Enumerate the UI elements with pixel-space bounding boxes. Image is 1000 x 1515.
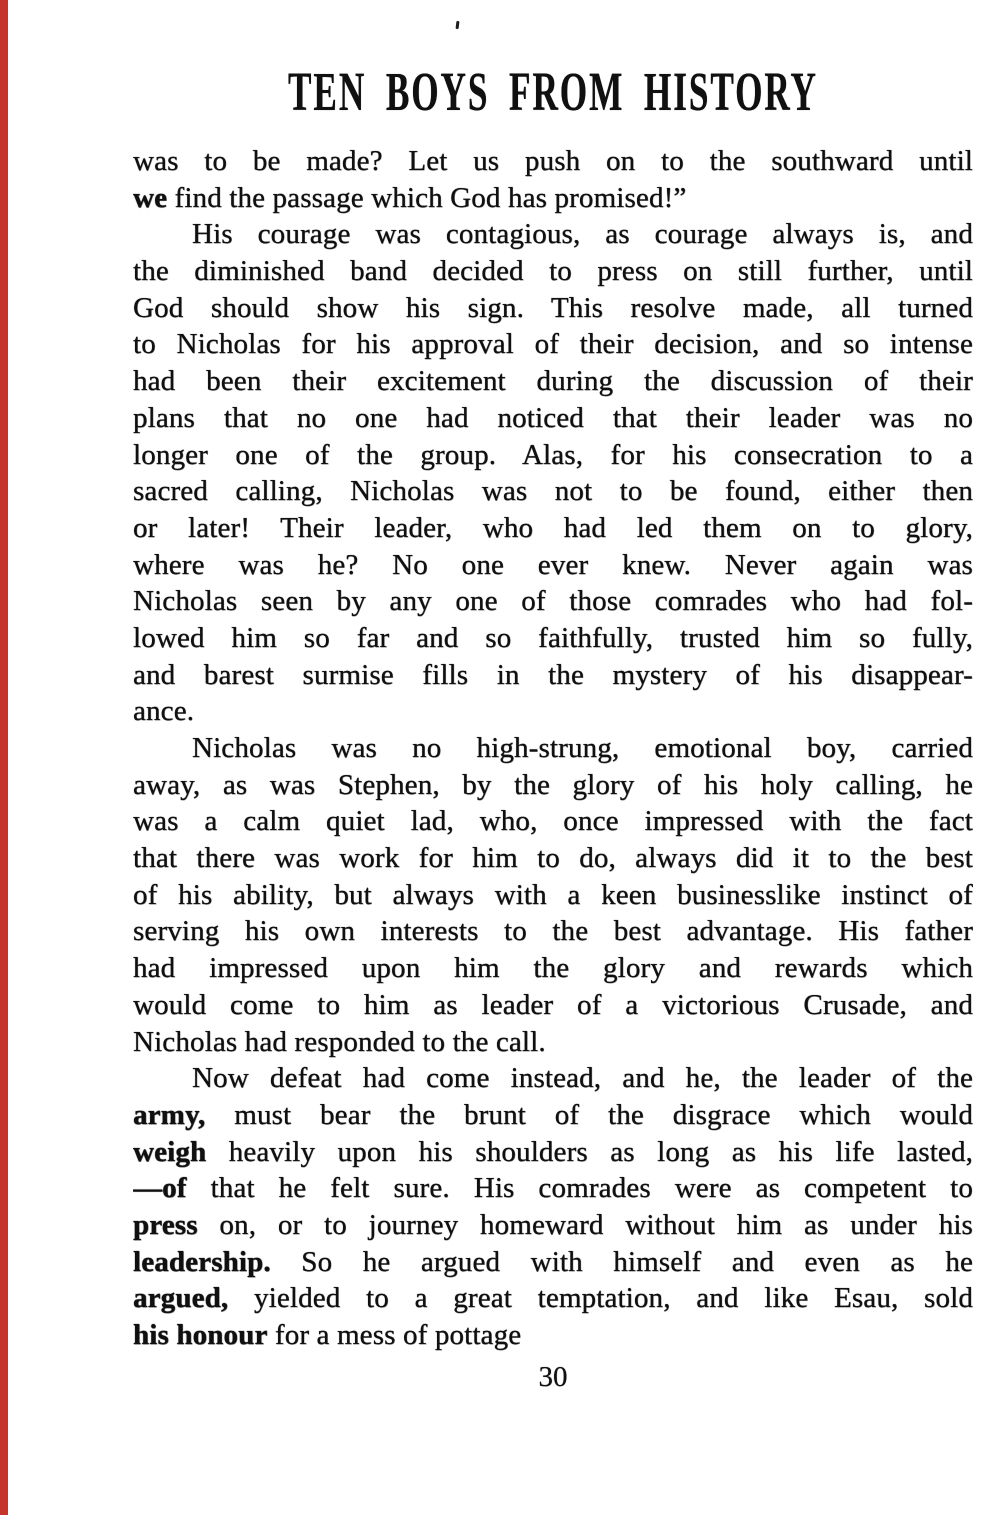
page-number: 30 bbox=[538, 1361, 568, 1393]
ink-heavy-word: press bbox=[133, 1208, 198, 1241]
text-line: longer one of the group. Alas, for his consecration to a bbox=[133, 438, 973, 471]
text-line: Nicholas had responded to the call. bbox=[133, 1025, 546, 1058]
scan-edge-stripe bbox=[0, 0, 8, 1515]
text-line: God should show his sign. This resolve made, all turned bbox=[133, 291, 973, 324]
ink-heavy-word: we bbox=[133, 181, 168, 214]
ink-heavy-word: argued, bbox=[133, 1282, 229, 1315]
text-line: to Nicholas for his approval of their decision, and so intense bbox=[133, 328, 973, 361]
text-line: Now defeat had come instead, and he, the leader of the bbox=[192, 1062, 973, 1095]
ink-heavy-word: weigh bbox=[133, 1135, 207, 1168]
text-line: was to be made? Let us push on to the southward until bbox=[133, 145, 973, 177]
text-line: leadership. So he argued with himself and even as he bbox=[133, 1245, 973, 1278]
ink-heavy-word: —of bbox=[133, 1172, 187, 1205]
text-line: had been their excitement during the discussion of their bbox=[133, 365, 973, 398]
text-line: where was he? No one ever knew. Never again was bbox=[133, 548, 973, 581]
text-line: and barest surmise fills in the mystery of his disappear- bbox=[133, 658, 973, 691]
text-line: that there was work for him to do, always did it to the best bbox=[133, 842, 973, 875]
text-line: lowed him so far and so faithfully, trusted him so fully, bbox=[133, 621, 973, 654]
text-line: His courage was contagious, as courage always is, and bbox=[192, 218, 973, 251]
scan-speck bbox=[456, 21, 460, 29]
text-line: his honour for a mess of pottage bbox=[133, 1319, 522, 1351]
text-line: was a calm quiet lad, who, once impressed with the fact bbox=[133, 805, 973, 838]
running-header bbox=[133, 60, 973, 123]
text-line: away, as was Stephen, by the glory of his holy calling, he bbox=[133, 768, 973, 801]
text-line: argued, yielded to a great temptation, and like Esau, sold bbox=[133, 1282, 973, 1315]
text-line: serving his own interests to the best advantage. His father bbox=[133, 915, 973, 948]
running-header-text: TEN BOYS FROM HISTORY bbox=[288, 61, 818, 122]
ink-heavy-word: his honour bbox=[133, 1319, 268, 1351]
text-line: we find the passage which God has promised!” bbox=[133, 181, 687, 214]
text-line: had impressed upon him the glory and rewards which bbox=[133, 952, 973, 985]
text-line: would come to him as leader of a victorious Crusade, and bbox=[133, 988, 973, 1021]
text-line: the diminished band decided to press on still further, until bbox=[133, 255, 973, 288]
text-line: of his ability, but always with a keen businesslike instinct of bbox=[133, 878, 973, 911]
text-line: —of that he felt sure. His comrades were as competent to bbox=[133, 1172, 973, 1205]
ink-heavy-word: leadership. bbox=[133, 1245, 271, 1278]
text-line: army, must bear the brunt of the disgrace which would bbox=[133, 1098, 973, 1131]
text-line: Nicholas seen by any one of those comrades who had fol- bbox=[133, 585, 973, 618]
text-line: weigh heavily upon his shoulders as long as his life lasted, bbox=[133, 1135, 973, 1168]
text-line: Nicholas was no high-strung, emotional boy, carried bbox=[192, 732, 973, 764]
text-line: sacred calling, Nicholas was not to be found, either then bbox=[133, 475, 973, 508]
text-line: press on, or to journey homeward without him as under his bbox=[133, 1208, 973, 1241]
ink-heavy-word: army, bbox=[133, 1098, 206, 1131]
body-text bbox=[133, 143, 973, 1354]
text-line: plans that no one had noticed that their leader was no bbox=[133, 401, 973, 434]
text-line: ance. bbox=[133, 695, 195, 728]
text-line: or later! Their leader, who had led them on to glory, bbox=[133, 511, 973, 544]
